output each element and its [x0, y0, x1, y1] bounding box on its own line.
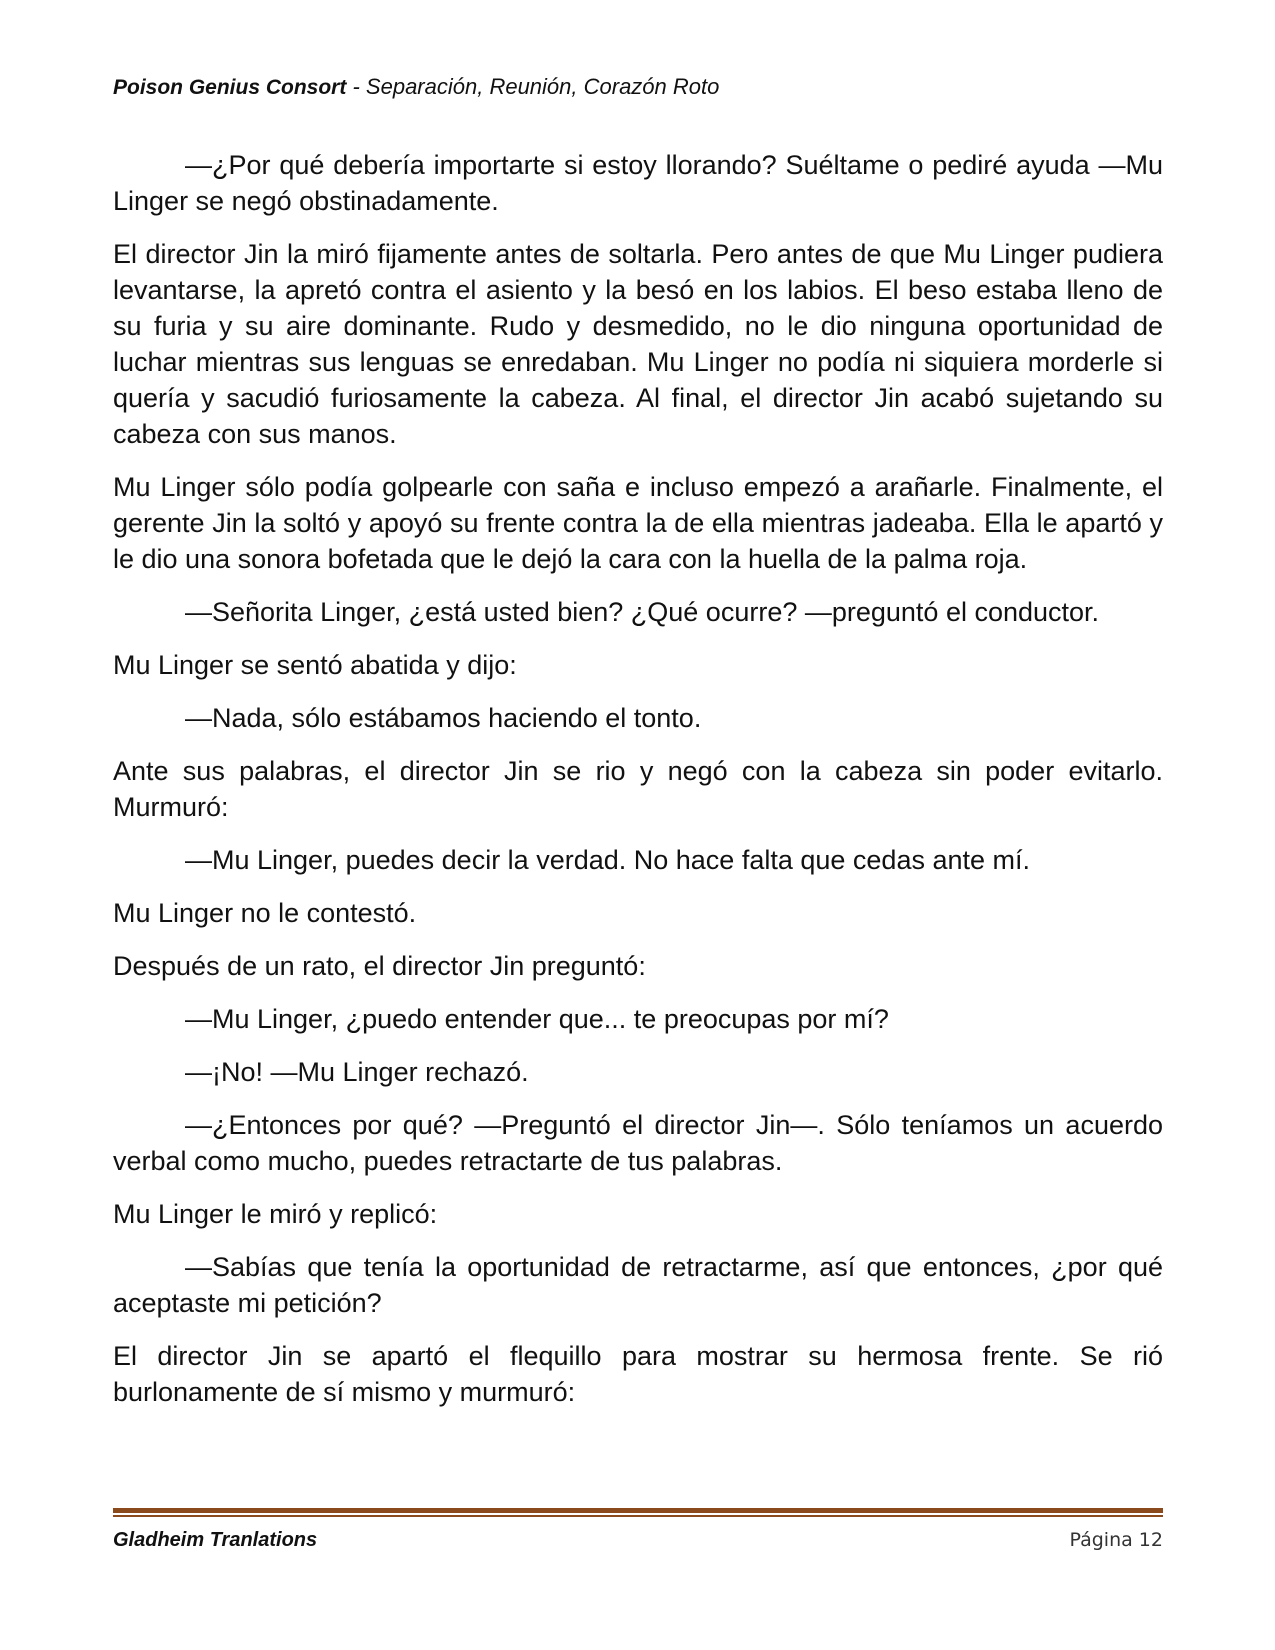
footer-divider-thin — [113, 1515, 1163, 1517]
paragraph: —¿Entonces por qué? —Preguntó el director Jin—. Sólo teníamos un acuerdo verbal como mucho, puedes retractarte de tus palabras. — [113, 1110, 1163, 1176]
footer-translator: Gladheim Tranlations — [113, 1529, 318, 1551]
chapter-title: Separación, Reunión, Corazón Roto — [365, 74, 720, 99]
paragraph: —Sabías que tenía la oportunidad de retractarme, así que entonces, ¿por qué aceptaste mi petición? — [113, 1252, 1163, 1318]
page-footer — [113, 1526, 1163, 1556]
paragraph: Mu Linger no le contestó. — [113, 898, 417, 928]
page-body — [113, 147, 1163, 1427]
paragraph: —Nada, sólo estábamos haciendo el tonto. — [185, 703, 702, 733]
page-header — [113, 73, 1163, 102]
header-separator: - — [346, 74, 366, 99]
page-number: Página 12 — [1069, 1529, 1163, 1551]
paragraph: Mu Linger se sentó abatida y dijo: — [113, 650, 517, 680]
paragraph: —Mu Linger, puedes decir la verdad. No hace falta que cedas ante mí. — [185, 845, 1031, 875]
paragraph: Después de un rato, el director Jin preguntó: — [113, 951, 646, 981]
paragraph: El director Jin se apartó el flequillo para mostrar su hermosa frente. Se rió burlonamente de sí mismo y murmuró: — [113, 1341, 1163, 1407]
paragraph: Mu Linger le miró y replicó: — [113, 1199, 438, 1229]
paragraph: —Mu Linger, ¿puedo entender que... te preocupas por mí? — [185, 1004, 889, 1034]
paragraph: Mu Linger sólo podía golpearle con saña e incluso empezó a arañarle. Finalmente, el gerente Jin la soltó y apoyó su frente contra la de ella mientras jadeaba. Ella le apartó y le dio una sonora bofetada que le dejó la cara con la huella de la palma roja. — [113, 472, 1163, 574]
paragraph: Ante sus palabras, el director Jin se rio y negó con la cabeza sin poder evitarlo. Murmuró: — [113, 756, 1163, 822]
book-title: Poison Genius Consort — [113, 76, 347, 99]
paragraph: —¡No! —Mu Linger rechazó. — [185, 1057, 529, 1087]
paragraph: —¿Por qué debería importarte si estoy llorando? Suéltame o pediré ayuda —Mu Linger se negó obstinadamente. — [113, 150, 1163, 216]
paragraph: —Señorita Linger, ¿está usted bien? ¿Qué ocurre? —preguntó el conductor. — [185, 597, 1100, 627]
paragraph: El director Jin la miró fijamente antes de soltarla. Pero antes de que Mu Linger pudiera levantarse, la apretó contra el asiento y la besó en los labios. El beso estaba lleno de su furia y su aire dominante. Rudo y desmedido, no le dio ninguna oportunidad de luchar mientras sus lenguas se enredaban. Mu Linger no podía ni siquiera morderle si quería y sacudió furiosamente la cabeza. Al final, el director Jin acabó sujetando su cabeza con sus manos. — [113, 239, 1163, 449]
footer-divider — [113, 1508, 1163, 1518]
